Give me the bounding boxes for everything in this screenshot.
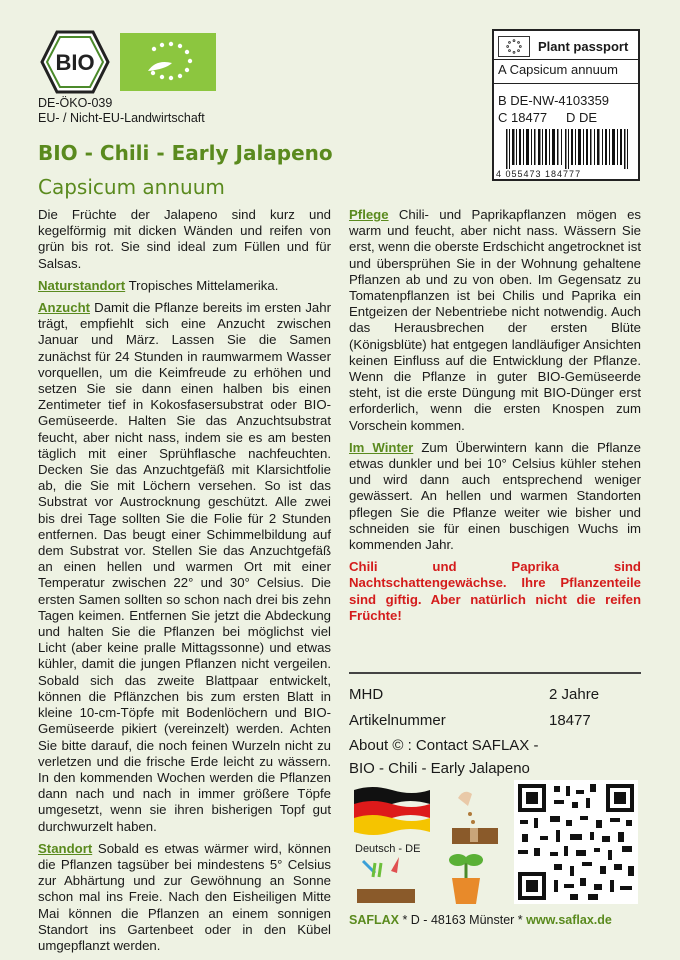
sowing-seeds-icon — [442, 784, 508, 848]
bio-seal-text: BIO — [55, 50, 95, 75]
naturstandort-paragraph — [38, 278, 331, 294]
plant-passport-header — [494, 31, 638, 61]
cert-origin: EU- / Nicht-EU-Landwirtschaft — [38, 111, 205, 125]
barcode-number: 4 055473 184777 — [496, 169, 582, 179]
german-flag-icon — [352, 784, 432, 838]
mhd-value: 2 Jahre — [549, 686, 600, 703]
plant-passport-line-b: B DE-NW-4103359 — [498, 93, 610, 108]
footer — [349, 913, 612, 927]
eu-organic-logo — [120, 33, 216, 91]
plant-passport-line-a: A Capsicum annuum — [498, 62, 618, 77]
seedling-pot-icon — [442, 848, 490, 906]
plant-passport-divider — [494, 83, 638, 84]
winter-text: Zum Überwintern kann die Pflanze etwas dunkler und bei 10° Celsius kühler stehen und wird dann auch entsprechend weniger gewässert. An hellen und warmen Standorten pflegen Sie die Pflanze weiter wie bisher und schneiden sie für einen buschigen Wuchs im kommenden Jahr. — [349, 439, 641, 553]
plant-passport-divider — [494, 59, 638, 60]
plant-passport-line-c: C 18477 — [498, 110, 548, 125]
bio-seal-logo — [40, 30, 110, 94]
standort-paragraph — [38, 841, 331, 954]
plant-passport-box — [492, 29, 640, 181]
barcode-image — [504, 129, 632, 169]
eu-flag-icon — [498, 36, 530, 57]
pflege-label: Pflege — [349, 207, 389, 222]
text-column-left — [38, 207, 331, 954]
about-contact: About © : Contact SAFLAX - — [349, 737, 539, 754]
footer-brand: SAFLAX — [349, 913, 399, 927]
language-label: Deutsch - DE — [355, 843, 421, 855]
standort-text: Sobald es etwas wärmer wird, können die Pflanzen tagsüber bei mindestens 5° Celsius zur Abhärtung und zur Gewöhnung an Sonne schon mal ins Freie. Nach den Eisheiligen Mitte Mai können die Pflanzen an einem sonnigen Standort ins Gartenbeet oder in den Kübel umgepflanzt werden. — [38, 840, 331, 953]
winter-label: Im Winter — [349, 439, 414, 455]
winter-paragraph — [349, 440, 641, 553]
standort-label: Standort — [38, 840, 93, 856]
article-number-label: Artikelnummer — [349, 712, 446, 729]
cert-code: DE-ÖKO-039 — [38, 96, 113, 110]
intro-paragraph: Die Früchte der Jalapeno sind kurz und kegelförmig mit dicken Wänden und reifen von grün bis rot. Sie sind ideal zum Füllen und für Salsas. — [38, 207, 331, 271]
toxicity-warning: Chili und Paprika sind Nachtschattengewächse. Ihre Pflanzenteile sind giftig. Aber natürlich nicht die reifen Früchte! — [349, 559, 641, 623]
pflege-text: Chili- und Paprikapflanzen mögen es warm und feucht, aber nicht nass. Wässern Sie erst, wenn die oberste Erdschicht angetrocknet ist und übersprühen Sie in der Wohnung gehaltene Pflanzen ab und zu von oben. Im Gegensatz zu Tomatenpflanzen ist bei Chilis und Paprika ein Entgeizen der Nebentriebe nicht notwendig. Auch das Herausbrechen der ersten Blüte (Königsblüte) hat entgegen landläufiger Ansichten keinen Einfluss auf die Entwicklung der Pflanze. Wenn die Pflanze in guter BIO-Gemüseerde steht, ist die erste Düngung mit BIO-Dünger erst erforderlich, wenn die ersten Knospen zum Vorschein kommen. — [349, 207, 641, 433]
plant-passport-title: Plant passport — [538, 39, 629, 54]
product-title: BIO - Chili - Early Jalapeno — [38, 141, 333, 165]
certification-block — [38, 96, 205, 126]
info-divider — [349, 672, 641, 674]
mhd-label: MHD — [349, 686, 384, 703]
naturstandort-text: Tropisches Mittelamerika. — [125, 277, 279, 293]
text-column-right — [349, 207, 641, 624]
botanical-name: Capsicum annuum — [38, 175, 225, 199]
anzucht-label: Anzucht — [38, 300, 91, 316]
article-number-value: 18477 — [549, 712, 591, 729]
pflege-paragraph — [349, 207, 641, 434]
footer-address: * D - 48163 Münster * — [399, 913, 527, 927]
naturstandort-label: Naturstandort — [38, 277, 126, 293]
footer-website-link[interactable]: www.saflax.de — [526, 913, 612, 927]
anzucht-paragraph — [38, 300, 331, 835]
plant-passport-line-d: D DE — [566, 110, 598, 125]
anzucht-text: Damit die Pflanze bereits im ersten Jahr trägt, empfiehlt sich eine Anzucht zwischen Januar und März. Lassen Sie die Samen zunächst für 24 Stunden in raumwarmem Wasser vorquellen, um die Keimfreude zu erhöhen und setzen Sie sie dann einen halben bis einen Zentimeter tief in Kokosfasersubstrat oder BIO-Gemüseerde. Halten Sie das Anzuchtsubstrat feucht, aber nicht nass, indem sie es am besten täglich mit einer Sprühflasche nachfeuchten. Decken Sie das Anzuchtgefäß mit Klarsichtfolie ab, die Sie mit Löchern versehen. So ist das Substrat vor Austrocknung geschützt. Alle zwei bis drei Tage sollten Sie die Folie für 2 Stunden entfernen. Das beugt einer Schimmelbildung auf dem Substrat vor. Stellen Sie das Anzuchtgefäß an einen hellen und warmen Ort mit einer Temperatur zwischen 22° und 30° Celsius. Die ersten Samen sollten so schon nach drei bis zehn Tagen keimen. Entfernen Sie jetzt die Abdeckung und halten Sie die Pflanzen bei möglichst viel Licht (aber keine pralle Mittagssonne) und etwas kühler, damit die jungen Pflanzen nicht vergeilen. Sobald sich das zweite Blattpaar entwickelt, können die Pflänzchen bis zum ersten Blatt in kleine 10-cm-Töpfe mit Bodenlöchern und BIO-Gemüseerde pikiert (vereinzelt) werden. Achten Sie bitte darauf, die noch feinen Wurzeln nicht zu verletzen und die frische Erde leicht zu wässern. In den kommenden Wochen werden die Pflanzen dann nach und nach in immer größere Töpfe umgesetzt, wenn sie ihren bisherigen Topf gut durchwurzelt haben. — [38, 300, 331, 834]
product-name-line: BIO - Chili - Early Jalapeno — [349, 760, 530, 777]
watering-icon — [353, 853, 419, 905]
qr-code-image — [514, 780, 638, 904]
